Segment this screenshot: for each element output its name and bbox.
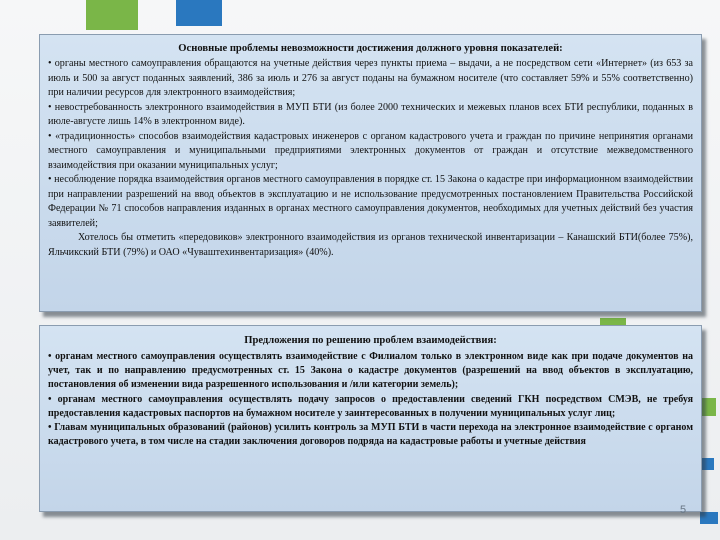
decor-square-blue <box>702 458 714 470</box>
decor-square-green <box>86 0 138 30</box>
decor-square-green <box>702 398 716 416</box>
problems-text <box>40 57 701 260</box>
decor-square-blue <box>176 0 222 26</box>
proposal-item: • органам местного самоуправления осуществлять взаимодействие с Филиалом только в электронном виде как при подаче документов на учет, так и по направлению предусмотренных ст. 15 Закона о кадастре документов (разрешений на ввод объектов в эксплуатацию, постановления об изменении вида разрешенного использования и /или категории земель); <box>48 351 693 391</box>
decor-square-blue <box>700 512 718 524</box>
page-number: 5 <box>680 504 687 516</box>
proposal-item: • органам местного самоуправления осуществлять подачу запросов о предоставлении сведений ГКН посредством СМЭВ, не требуя предоставления кадастровых паспортов на бумажном носителе у заинтересованных в получении муниципальных услуг лиц; <box>48 393 693 419</box>
problems-closing: Хотелось бы отметить «передовиков» электронного взаимодействия из органов технической инвентаризации – Канашский БТИ(более 75%), Яльчикский БТИ (79%) и ОАО «Чуваштехинвентаризация» (40%). <box>48 232 693 258</box>
proposals-panel <box>39 325 702 512</box>
problems-panel <box>39 34 702 312</box>
proposal-item: • Главам муниципальных образований (районов) усилить контроль за МУП БТИ в части перехода на электронное взаимодействие с органом кадастрового учета, в том числе на стадии заключения договоров подряда на кадастровые работы и учетные действия <box>48 422 693 448</box>
proposals-title: Предложения по решению проблем взаимодействия: <box>244 335 497 346</box>
problems-title: Основные проблемы невозможности достижения должного уровня показателей: <box>178 43 563 54</box>
problem-item: • несоблюдение порядка взаимодействия органов местного самоуправления в порядке ст. 15 Закона о кадастре при информационном взаимодействии при направлении разрешений на ввод объектов в эксплуатацию и не использование предусмотренных постановлением Правительства Российской Федерации № 71 способов направления изданных в органах местного самоуправления документов, необходимых для учетных действий без участия заявителей; <box>48 174 693 229</box>
problem-item: • невостребованность электронного взаимодействия в МУП БТИ (из более 2000 технических и межевых планов всех БТИ республики, поданных в июле-августе лишь 14% в электронном виде). <box>48 101 693 127</box>
problem-item: • органы местного самоуправления обращаются на учетные действия через пункты приема – выдачи, а не посредством сети «Интернет» (из 653 за июль и 500 за август поданных заявлений, 386 за июль и 276 за август поданы на бумажном носителе (что составляет 59% и 55% соответственно) при наличии ресурсов для электронного взаимодействия; <box>48 58 693 98</box>
proposals-text <box>40 350 701 449</box>
problem-item: • «традиционность» способов взаимодействия кадастровых инженеров с органом кадастрового учета и граждан по причине непринятия органами местного самоуправления и муниципальными предприятиями электронных документов от граждан и отсутствие межведомственного взаимодействия при оказании муниципальных услуг; <box>48 130 693 171</box>
